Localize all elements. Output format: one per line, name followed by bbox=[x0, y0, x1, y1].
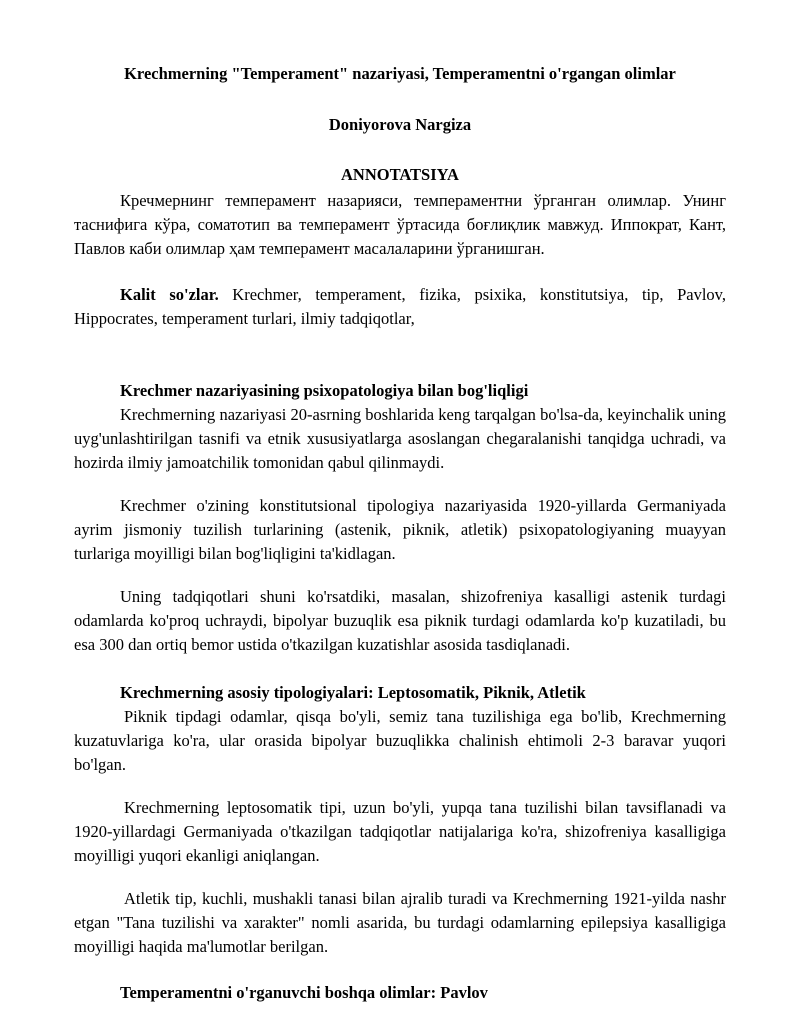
paragraph: Krechmer o'zining konstitutsional tipologiya nazariyasida 1920-yillarda Germaniyada ayrim jismoniy tuzilish turlarining (astenik, piknik, atletik) psixopatologiyaning muayyan turlariga moyilligi bilan bog'liqligini ta'kidlagan. bbox=[74, 496, 726, 563]
document-title: Krechmerning "Temperament" nazariyasi, Temperamentni o'rgangan olimlar bbox=[124, 64, 676, 83]
author-name: Doniyorova Nargiza bbox=[328, 115, 472, 134]
paragraph: Piknik tipdagi odamlar, qisqa bo'yli, semiz tana tuzilishiga ega bo'lib, Krechmerning kuzatuvlariga ko'ra, ular orasida bipolyar buzuqlikka chalinish ehtimoli 2-3 baravar yuqori bo'lgan. bbox=[74, 707, 726, 774]
paragraph: Krechmerning nazariyasi 20-asrning boshlarida keng tarqalgan bo'lsa-da, keyinchalik uning uyg'unlashtirilgan tasnifi va etnik xususiyatlarga asoslangan chegaralanishi tanqidga uchradi, va hozirda ilmiy jamoatchilik tomonidan qabul qilinmaydi. bbox=[74, 405, 726, 472]
annotation-text: Кречмернинг темперамент назарияси, темпераментни ўрганган олимлар. Унинг таснифига кўра, соматотип ва темперамент ўртасида боғлиқлик мавжуд. Иппократ, Кант, Павлов каби олимлар ҳам темперамент масалаларини ўрганишган. bbox=[74, 191, 726, 258]
section-heading-psychopathology: Krechmer nazariyasining psixopatologiya bilan bog'liqligi bbox=[120, 381, 529, 400]
section-heading-typologies: Krechmerning asosiy tipologiyalari: Leptosomatik, Piknik, Atletik bbox=[120, 683, 586, 702]
section-heading-other-scientists: Temperamentni o'rganuvchi boshqa olimlar: Pavlov bbox=[120, 983, 488, 1002]
keywords-label: Kalit so'zlar. bbox=[120, 285, 219, 304]
paragraph: Uning tadqiqotlari shuni ko'rsatdiki, masalan, shizofreniya kasalligi astenik turdagi odamlarda ko'proq uchraydi, bipolyar buzuqlik esa piknik turdagi odamlarda ko'p kuzatiladi, bu esa 300 dan ortiq bemor ustida o'tkazilgan kuzatishlar asosida tasdiqlanadi. bbox=[74, 587, 726, 654]
annotation-heading: ANNOTATSIYA bbox=[341, 165, 459, 184]
paragraph: Krechmerning leptosomatik tipi, uzun bo'yli, yupqa tana tuzilishi bilan tavsiflanadi va 1920-yillardagi Germaniyada o'tkazilgan tadqiqotlar natijalariga ko'ra, shizofreniya kasalligiga moyilligi yuqori ekanligi aniqlangan. bbox=[74, 798, 726, 865]
keywords-paragraph bbox=[74, 283, 726, 331]
paragraph: Atletik tip, kuchli, mushakli tanasi bilan ajralib turadi va Krechmerning 1921-yilda nashr etgan "Tana tuzilishi va xarakter" nomli asarida, bu turdagi odamlarning epilepsiya kasalligiga moyilligi haqida ma'lumotlar berilgan. bbox=[74, 889, 726, 956]
document-page bbox=[74, 62, 726, 1005]
keywords-text: Krechmer, temperament, fizika, psixika, konstitutsiya, tip, Pavlov, Hippocrates, temperament turlari, ilmiy tadqiqotlar, bbox=[74, 285, 726, 328]
